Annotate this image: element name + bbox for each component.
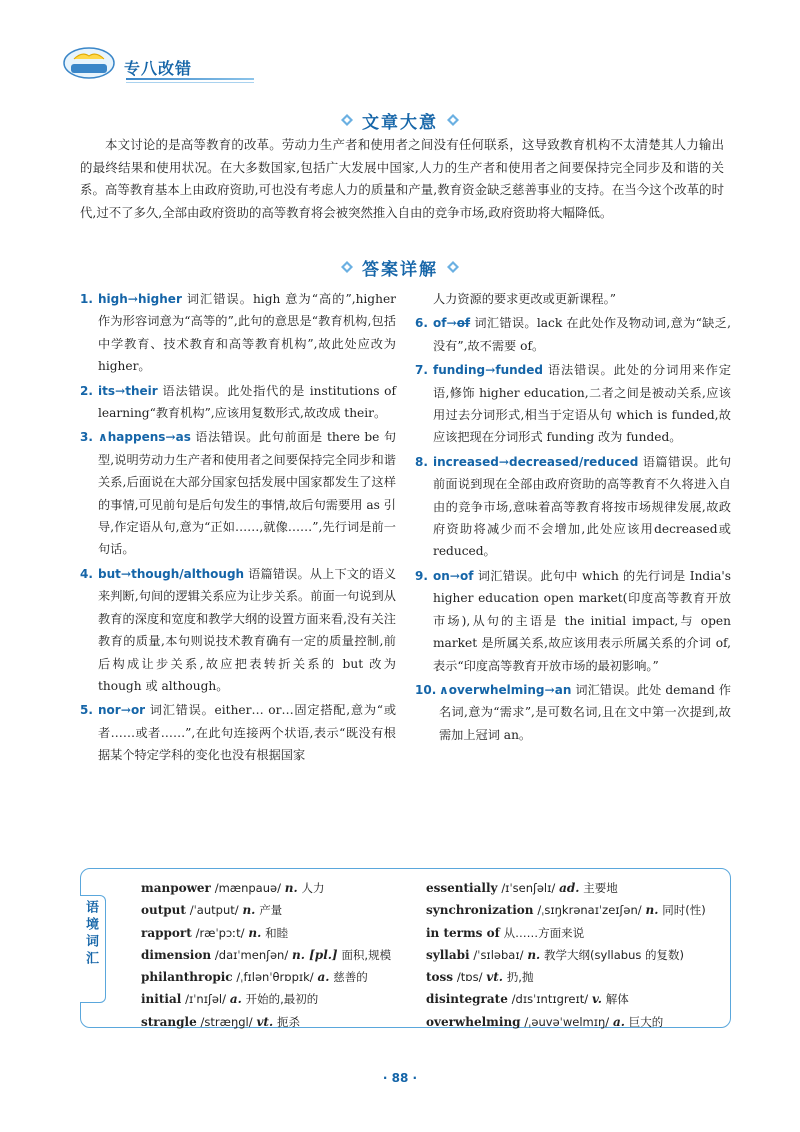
answer-original: on xyxy=(433,568,450,583)
answer-explanation: 语法错误。此句前面是 there be 句型,说明劳动力生产者和使用者之间要保持完全同步和谐关系,后面说在大部分国家包括发展中国家都发生了这样的事情,可见前句是后句发生的事情,故后句需要用 as 引导,作定语从句,意为“正如……,就像……”,先行词是前一句话。 xyxy=(98,430,397,557)
arrow-icon: → xyxy=(449,568,461,583)
answer-item xyxy=(80,380,396,425)
vocab-meaning: 产量 xyxy=(259,903,283,918)
answer-explanation: 语法错误。此处指代的是 institutions of learning“教育机构”,应该用复数形式,故改成 their。 xyxy=(98,383,396,421)
answer-number: 1. xyxy=(80,292,93,306)
vocab-tab xyxy=(80,895,106,1003)
vocab-phonetic: /ˈsɪləbaɪ/ xyxy=(473,947,524,962)
vocab-meaning: 巨大的 xyxy=(628,1014,664,1029)
vocab-part-of-speech: a. xyxy=(229,992,242,1007)
vocab-word: manpower xyxy=(141,881,211,895)
vocab-entry xyxy=(426,1011,726,1033)
answer-explanation: 词汇错误。此句中 which 的先行词是 India's higher education open market(印度高等教育开放市场),从句的主语是 the initial impact,与 open market 是所属关系,故应该用表示所属关系的介词 of,表示“印度高等教育开放市场的最初影响。” xyxy=(433,568,731,673)
answer-original: ∧happens xyxy=(98,430,166,445)
vocab-phonetic: /stræŋgl/ xyxy=(200,1014,253,1029)
vocab-phonetic: /ˈautput/ xyxy=(189,903,239,918)
vocab-entry xyxy=(141,944,421,966)
vocab-entry xyxy=(141,877,421,899)
vocab-word: in terms of xyxy=(426,925,500,940)
page-header xyxy=(62,42,212,86)
answer-number: 5. xyxy=(80,703,93,718)
vocab-part-of-speech: a. xyxy=(612,1014,625,1029)
vocab-box xyxy=(80,868,731,1028)
vocab-word: disintegrate xyxy=(426,992,508,1007)
vocab-part-of-speech: ad. xyxy=(559,881,580,895)
vocab-part-of-speech: vt. xyxy=(256,1014,274,1029)
vocab-entry xyxy=(141,966,421,988)
arrow-icon: → xyxy=(498,454,510,469)
vocab-part-of-speech: n. [pl.] xyxy=(292,947,338,962)
vocab-left-column xyxy=(141,877,421,1033)
vocab-word: philanthropic xyxy=(141,970,233,985)
answer-original: high xyxy=(98,292,128,306)
answers-right-column xyxy=(415,288,731,748)
header-underline xyxy=(126,78,254,80)
answer-number: 8. xyxy=(415,454,428,469)
arrow-icon: → xyxy=(120,566,132,581)
arrow-icon: → xyxy=(115,383,126,398)
answer-item xyxy=(80,699,396,766)
answer-fix: an xyxy=(554,682,572,697)
vocab-word: overwhelming xyxy=(426,1014,521,1029)
logo-badge-icon xyxy=(62,46,116,80)
vocab-part-of-speech: n. xyxy=(284,881,298,895)
answer-number: 2. xyxy=(80,383,93,398)
answer-explanation: 语篇错误。从上下文的语义来判断,句间的逻辑关系应为让步关系。前面一句说到从教育的深度和宽度和教学大纲的设置方面来看,没有关注教育的质量,本句则说技术教育确有一定的质量控制,前后构成让步关系,故应把表转折关系的 but 改为 though 或 although。 xyxy=(98,566,397,693)
arrow-icon: → xyxy=(544,682,555,697)
answer-original: but xyxy=(98,566,121,581)
answer-item xyxy=(415,312,731,357)
answer-fix: decreased/reduced xyxy=(509,454,639,469)
answer-item xyxy=(80,288,396,378)
vocab-phonetic: /ɪˈsenʃəlɪ/ xyxy=(501,881,556,895)
vocab-entry xyxy=(426,966,726,988)
answer-fix: higher xyxy=(138,292,182,306)
answer-fix: though/although xyxy=(131,566,245,581)
vocab-word: essentially xyxy=(426,881,498,895)
arrow-icon: → xyxy=(485,363,496,378)
answers-left-column xyxy=(80,288,396,769)
vocab-word: initial xyxy=(141,992,182,1007)
diamond-deco-icon xyxy=(340,260,354,274)
diamond-deco-icon xyxy=(446,113,460,127)
vocab-part-of-speech: a. xyxy=(317,970,330,985)
answer-item-continuation xyxy=(415,288,731,310)
answer-fix: or xyxy=(130,703,146,718)
vocab-entry xyxy=(426,944,726,966)
vocab-part-of-speech: v. xyxy=(591,992,602,1007)
vocab-word: strangle xyxy=(141,1014,197,1029)
vocab-meaning: 同时(性) xyxy=(662,903,706,918)
vocab-part-of-speech: n. xyxy=(645,903,659,918)
vocab-phonetic: /ræˈpɔːt/ xyxy=(195,925,245,940)
answer-number: 7. xyxy=(415,363,428,378)
header-underline-thin xyxy=(126,82,254,83)
vocab-word: synchronization xyxy=(426,903,534,918)
answer-original: nor xyxy=(98,703,121,718)
answer-number: 9. xyxy=(415,568,428,583)
vocab-meaning: 面积,规模 xyxy=(341,947,392,962)
summary-title: 文章大意 xyxy=(362,113,438,133)
vocab-meaning: 开始的,最初的 xyxy=(245,992,319,1007)
arrow-icon: → xyxy=(127,292,139,306)
answer-explanation: 语法错误。此处的分词用来作定语,修饰 higher education,二者之间是被动关系,应该用过去分词形式,相当于定语从句 which is funded,故应该把现在分词形式 funding 改为 funded。 xyxy=(433,363,732,445)
vocab-meaning: 主要地 xyxy=(583,881,618,895)
answer-fix: their xyxy=(125,383,158,398)
answer-fix: funded xyxy=(495,363,543,378)
vocab-entry xyxy=(426,877,726,899)
vocab-part-of-speech: n. xyxy=(248,925,262,940)
vocab-entry xyxy=(141,922,421,944)
answer-item xyxy=(80,426,396,560)
vocab-word: toss xyxy=(426,970,454,985)
vocab-meaning: 扼杀 xyxy=(276,1014,300,1029)
answer-original: funding xyxy=(433,363,486,378)
answer-item xyxy=(415,679,731,746)
answer-item xyxy=(80,563,396,697)
answer-number: 4. xyxy=(80,566,93,581)
vocab-part-of-speech: vt. xyxy=(486,970,503,985)
vocab-word: syllabi xyxy=(426,947,470,962)
answers-section-title xyxy=(0,255,800,280)
vocab-entry xyxy=(141,899,421,921)
answer-number: 10. xyxy=(415,682,437,697)
vocab-word: dimension xyxy=(141,947,212,962)
vocab-tab-label: 语境词汇 xyxy=(83,900,98,968)
answer-explanation: 语篇错误。此句前面说到现在全部由政府资助的高等教育不久将进入自由的竞争市场,意味着高等教育将按市场规律发展,故政府资助将减少而不会增加,此处应该用decreased或 reduced。 xyxy=(433,454,732,559)
diamond-deco-icon xyxy=(446,260,460,274)
answer-fix: of xyxy=(460,568,474,583)
answer-original: its xyxy=(98,383,115,398)
vocab-phonetic: /dɪsˈɪntɪgreɪt/ xyxy=(511,992,589,1007)
vocab-phonetic: /mænpauə/ xyxy=(214,881,281,895)
answer-original: increased xyxy=(433,454,499,469)
vocab-phonetic: /tɒs/ xyxy=(456,970,483,985)
vocab-meaning: 扔,抛 xyxy=(506,970,534,985)
summary-section-title xyxy=(0,108,800,133)
vocab-phonetic: /ɪˈnɪʃəl/ xyxy=(185,992,226,1007)
diamond-deco-icon xyxy=(340,113,354,127)
page-number: · 88 · xyxy=(382,1071,418,1085)
answer-explanation: 词汇错误。either… or…固定搭配,意为“或者……或者……”,在此句连接两个状语,表示“既没有根据某个特定学科的变化也没有根据国家 xyxy=(98,703,397,763)
answer-fix: of xyxy=(456,316,471,331)
answer-item xyxy=(415,451,731,563)
vocab-entry xyxy=(141,988,421,1010)
answer-original: ∧overwhelming xyxy=(439,682,545,697)
answer-fix: as xyxy=(175,430,191,445)
answer-number: 3. xyxy=(80,430,93,445)
vocab-meaning: 从……方面来说 xyxy=(503,925,585,940)
vocab-phonetic: /daɪˈmenʃən/ xyxy=(214,947,289,962)
arrow-icon: → xyxy=(120,703,131,718)
vocab-entry xyxy=(426,922,726,944)
vocab-entry xyxy=(426,988,726,1010)
vocab-entry xyxy=(141,1011,421,1033)
vocab-meaning: 和睦 xyxy=(265,925,289,940)
summary-paragraph: 本文讨论的是高等教育的改革。劳动力生产者和使用者之间没有任何联系，这导致教育机构不太清楚其人力输出的最终结果和使用状况。在大多数国家,包括广大发展中国家,人力的生产者和使用者之间要保持完全同步及和谐的关系。高等教育基本上由政府资助,可也没有考虑人力的质量和产量,教育资金缺乏慈善事业的支持。在当今这个改革的时代,过不了多久,全部由政府资助的高等教育将会被突然推入自由的竞争市场,政府资助将大幅降低。 xyxy=(80,137,724,220)
answer-explanation-continued: 人力资源的要求更改或更新课程。” xyxy=(433,292,616,306)
vocab-phonetic: /ˌəuvəˈwelmɪŋ/ xyxy=(524,1014,610,1029)
vocab-word: rapport xyxy=(141,925,192,940)
vocab-meaning: 解体 xyxy=(605,992,629,1007)
arrow-icon: → xyxy=(446,316,457,331)
arrow-icon: → xyxy=(165,430,176,445)
vocab-meaning: 慈善的 xyxy=(333,970,368,985)
vocab-word: output xyxy=(141,903,186,918)
answer-explanation: 词汇错误。high 意为“高的”,higher 作为形容词意为“高等的”,此句的意思是“教育机构,包括中学教育、技术教育和高等教育机构”,故此处应改为 higher。 xyxy=(98,292,397,374)
vocab-phonetic: /ˌfɪlənˈθrɒpɪk/ xyxy=(236,970,314,985)
answer-item xyxy=(415,359,731,449)
answer-explanation: 词汇错误。此处 demand 作名词,意为“需求”,是可数名词,且在文中第一次提到,故需加上冠词 an。 xyxy=(439,682,731,742)
answers-title: 答案详解 xyxy=(362,260,438,280)
vocab-meaning: 教学大纲(syllabus 的复数) xyxy=(544,947,684,962)
answer-explanation: 词汇错误。lack 在此处作及物动词,意为“缺乏,没有”,故不需要 of。 xyxy=(433,316,731,353)
header-title: 专八改错 xyxy=(124,59,193,78)
vocab-part-of-speech: n. xyxy=(242,903,256,918)
vocab-entry xyxy=(426,899,726,921)
vocab-part-of-speech: n. xyxy=(527,947,541,962)
vocab-right-column xyxy=(426,877,726,1033)
answer-number: 6. xyxy=(415,316,428,331)
answer-original: of xyxy=(433,316,447,331)
vocab-meaning: 人力 xyxy=(301,881,325,895)
answer-item xyxy=(415,565,731,677)
vocab-phonetic: /ˌsɪŋkrənaɪˈzeɪʃən/ xyxy=(537,903,642,918)
